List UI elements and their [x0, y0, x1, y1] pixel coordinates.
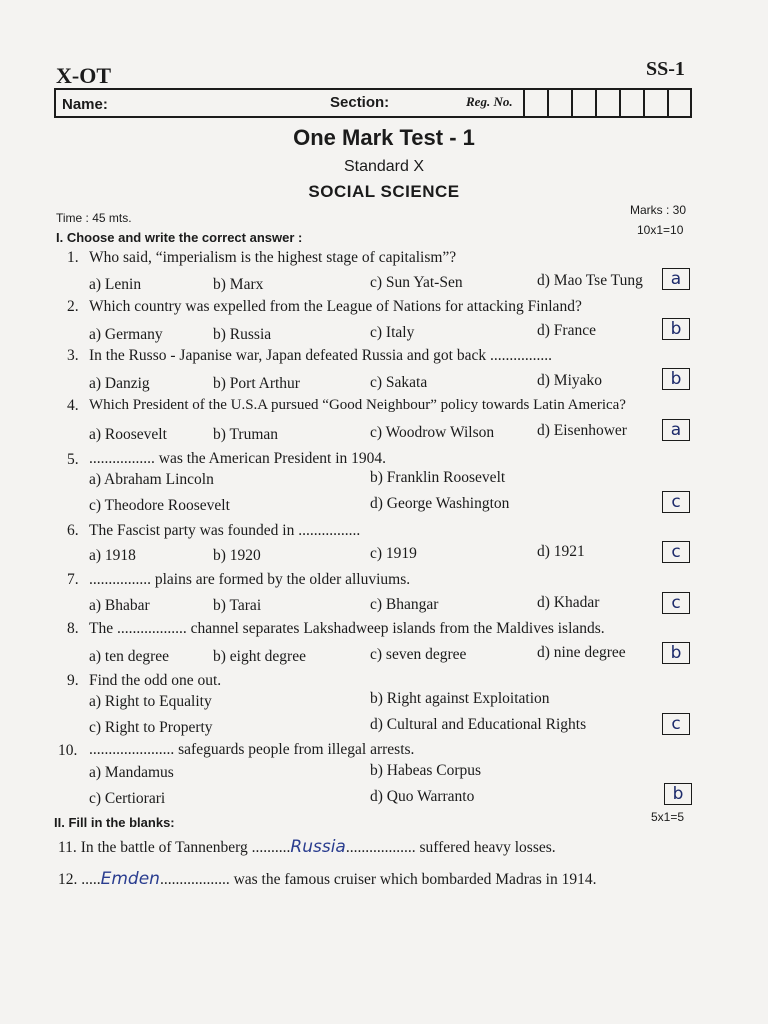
- answer-box: a: [662, 419, 690, 441]
- reg-cell: [523, 88, 547, 118]
- option-a: a) Danzig: [89, 375, 150, 392]
- option-b: b) Russia: [213, 326, 272, 343]
- option-b: b) Right against Exploitation: [370, 690, 550, 707]
- reg-cell: [643, 88, 667, 118]
- option-b: b) Tarai: [213, 597, 262, 614]
- question-number: 9.: [67, 672, 79, 689]
- option-a: a) Lenin: [89, 276, 142, 293]
- answer-box: b: [662, 368, 690, 390]
- option-a: a) Mandamus: [89, 764, 174, 781]
- option-a: a) 1918: [89, 547, 136, 564]
- question-number: 6.: [67, 522, 79, 539]
- option-a: a) Bhabar: [89, 597, 150, 614]
- option-d: d) nine degree: [537, 644, 626, 661]
- option-b: b) Franklin Roosevelt: [370, 469, 506, 486]
- question-text: ...................... safeguards people from illegal arrests.: [89, 741, 415, 758]
- reg-cell: [667, 88, 691, 118]
- handwritten-answer: Emden: [100, 869, 160, 889]
- blank-after: .................. was the famous cruiser which bombarded Madras in 1914.: [159, 871, 597, 888]
- option-d: d) George Washington: [370, 495, 510, 512]
- answer-box: b: [662, 642, 690, 664]
- option-c: c) 1919: [370, 545, 417, 562]
- option-c: c) Italy: [370, 324, 415, 341]
- name-label: Name:: [62, 96, 108, 113]
- option-d: d) Cultural and Educational Rights: [370, 716, 587, 733]
- reg-cell: [619, 88, 643, 118]
- option-a: a) Roosevelt: [89, 426, 167, 443]
- subject-title: SOCIAL SCIENCE: [308, 182, 460, 201]
- option-a: a) Abraham Lincoln: [89, 471, 214, 488]
- option-b: b) Port Arthur: [213, 375, 300, 392]
- reg-cell: [571, 88, 595, 118]
- question-text: ................. was the American President in 1904.: [89, 450, 387, 467]
- answer-box: c: [662, 713, 690, 735]
- option-d: d) Mao Tse Tung: [537, 272, 643, 289]
- question-text: The .................. channel separates Lakshadweep islands from the Maldives islands.: [89, 620, 605, 637]
- option-c: c) Sun Yat-Sen: [370, 274, 463, 291]
- option-a: a) Germany: [89, 326, 163, 343]
- blank-before: In the battle of Tannenberg ..........: [80, 839, 291, 856]
- question-number: 10.: [58, 742, 78, 759]
- option-d: d) France: [537, 322, 596, 339]
- option-b: b) Habeas Corpus: [370, 762, 482, 779]
- marks-label: Marks : 30: [630, 203, 687, 217]
- option-c: c) Theodore Roosevelt: [89, 497, 230, 514]
- reg-no-cells: [523, 88, 691, 118]
- option-b: b) Marx: [213, 276, 264, 293]
- option-c: c) Right to Property: [89, 719, 213, 736]
- option-c: c) seven degree: [370, 646, 467, 663]
- blank-after: .................. suffered heavy losses.: [345, 839, 556, 856]
- time-label: Time : 45 mts.: [56, 211, 132, 225]
- question-number: 5.: [67, 451, 79, 468]
- option-d: d) 1921: [537, 543, 585, 560]
- question-text: In the Russo - Japanise war, Japan defeated Russia and got back ................: [89, 347, 552, 364]
- fill-item: [58, 869, 596, 889]
- question-number: 11.: [58, 839, 77, 856]
- answer-box: c: [662, 491, 690, 513]
- question-number: 3.: [67, 347, 79, 364]
- option-c: c) Sakata: [370, 374, 428, 391]
- paper-code-right: SS-1: [646, 58, 685, 80]
- fill-item: [58, 837, 556, 857]
- reg-no-label: Reg. No.: [466, 94, 513, 109]
- standard-label: Standard X: [343, 158, 425, 175]
- option-d: d) Eisenhower: [537, 422, 627, 439]
- option-b: b) 1920: [213, 547, 261, 564]
- question-text: The Fascist party was founded in ................: [89, 522, 361, 539]
- question-number: 8.: [67, 620, 79, 637]
- reg-cell: [547, 88, 571, 118]
- question-number: 1.: [67, 249, 79, 266]
- answer-box: b: [664, 783, 692, 805]
- test-title: One Mark Test - 1: [293, 125, 475, 150]
- section-label: Section:: [330, 94, 390, 111]
- reg-cell: [595, 88, 619, 118]
- answer-box: c: [662, 541, 690, 563]
- question-number: 4.: [67, 397, 79, 414]
- answer-box: c: [662, 592, 690, 614]
- section-2-heading: II. Fill in the blanks:: [54, 815, 175, 830]
- answer-box: b: [662, 318, 690, 340]
- option-d: d) Quo Warranto: [370, 788, 475, 805]
- option-a: a) Right to Equality: [89, 693, 212, 710]
- question-text: ................ plains are formed by the older alluviums.: [89, 571, 411, 588]
- option-c: c) Certiorari: [89, 790, 166, 807]
- option-d: d) Khadar: [537, 594, 600, 611]
- question-number: 7.: [67, 571, 79, 588]
- question-number: 12.: [58, 871, 78, 888]
- paper-code-left: X-OT: [56, 63, 111, 88]
- blank-before: .....: [81, 871, 101, 888]
- question-text: Which country was expelled from the League of Nations for attacking Finland?: [89, 298, 582, 315]
- option-c: c) Woodrow Wilson: [370, 424, 495, 441]
- option-a: a) ten degree: [89, 648, 170, 665]
- question-number: 2.: [67, 298, 79, 315]
- section-1-heading: I. Choose and write the correct answer :: [56, 230, 303, 245]
- answer-box: a: [662, 268, 690, 290]
- option-d: d) Miyako: [537, 372, 603, 389]
- marks-split: 10x1=10: [637, 223, 684, 237]
- question-text: Find the odd one out.: [89, 672, 222, 689]
- question-text: Which President of the U.S.A pursued “Good Neighbour” policy towards Latin America?: [89, 397, 626, 413]
- option-b: b) eight degree: [213, 648, 306, 665]
- option-b: b) Truman: [213, 426, 279, 443]
- section-2-marks: 5x1=5: [651, 810, 685, 824]
- option-c: c) Bhangar: [370, 596, 439, 613]
- question-text: Who said, “imperialism is the highest stage of capitalism”?: [89, 249, 457, 266]
- handwritten-answer: Russia: [290, 837, 346, 857]
